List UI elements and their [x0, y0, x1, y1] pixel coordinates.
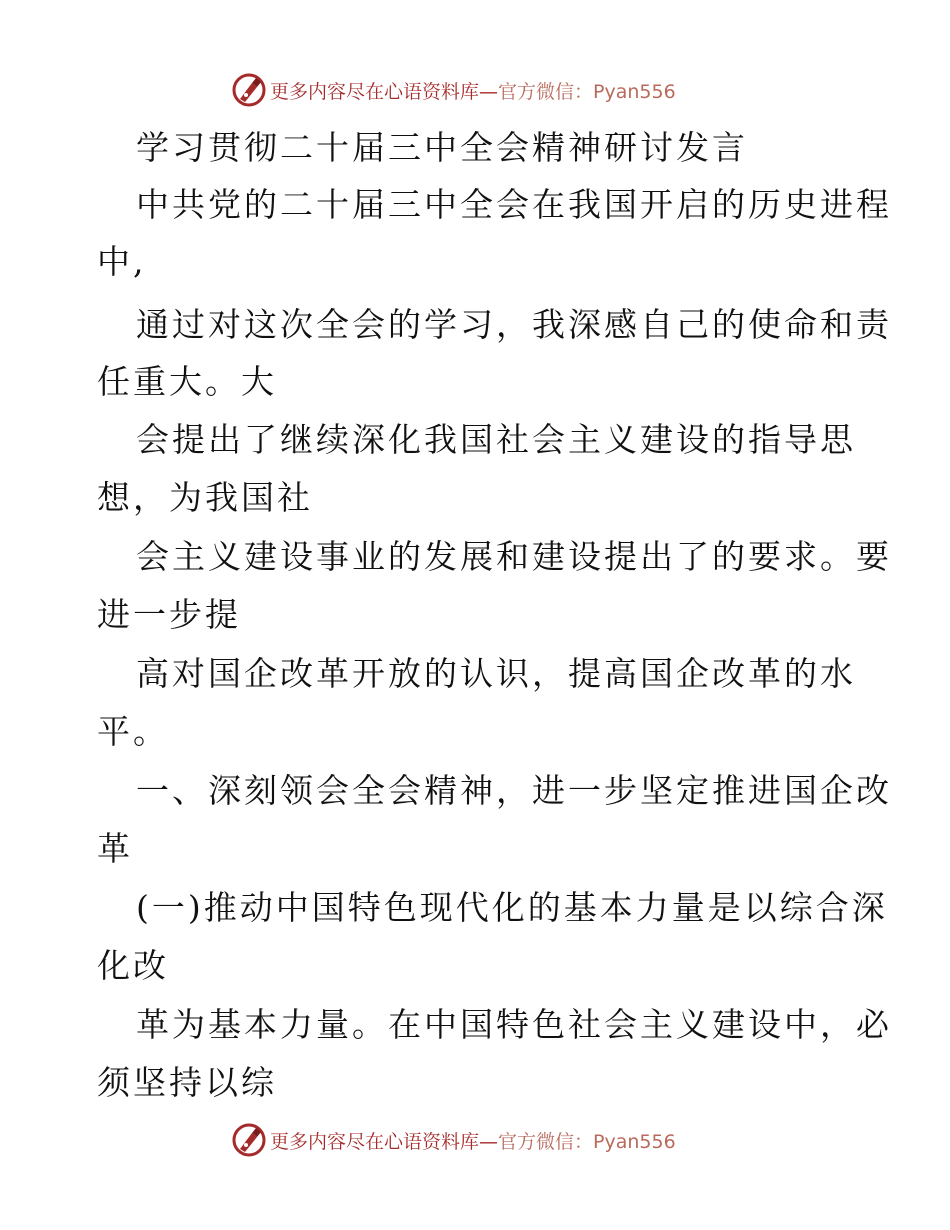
paragraph-line: 革为基本力量。在中国特色社会主义建设中，必: [136, 1005, 892, 1044]
pen-logo-icon: [232, 73, 266, 107]
paragraph-line: 想，为我国社: [97, 478, 313, 517]
paragraph-line: 平。: [97, 712, 169, 751]
paragraph-line: 须坚持以综: [97, 1063, 277, 1102]
paragraph-line: 进一步提: [97, 595, 241, 634]
paragraph-line: 通过对这次全会的学习，我深感自己的使命和责: [136, 305, 892, 344]
paragraph-line: 化改: [97, 946, 169, 985]
banner-text: [270, 77, 676, 104]
paragraph-line: 任重大。大: [97, 362, 277, 401]
pen-logo-icon: [232, 1123, 266, 1157]
banner-site-name: 更多内容尽在心语资料库—: [270, 1130, 499, 1153]
header-banner: [232, 72, 676, 108]
section-heading-cont: 革: [97, 829, 133, 868]
banner-text: [270, 1127, 676, 1154]
banner-wechat: 官方微信：Pyan556: [498, 80, 676, 103]
banner-site-name: 更多内容尽在心语资料库—: [270, 80, 499, 103]
paragraph-line: 高对国企改革开放的认识，提高国企改革的水: [136, 654, 856, 693]
document-title: 学习贯彻二十届三中全会精神研讨发言: [136, 128, 748, 167]
paragraph-line: 会主义建设事业的发展和建设提出了的要求。要: [136, 537, 892, 576]
paragraph-line: 会提出了继续深化我国社会主义建设的指导思: [136, 420, 856, 459]
paragraph-line: 中,: [97, 242, 147, 281]
footer-banner: [232, 1122, 676, 1158]
banner-wechat: 官方微信：Pyan556: [498, 1130, 676, 1153]
subsection-heading: (一)推动中国特色现代化的基本力量是以综合深: [136, 888, 888, 927]
paragraph-line: 中共党的二十届三中全会在我国开启的历史进程: [136, 185, 892, 224]
section-heading: 一、深刻领会全会精神，进一步坚定推进国企改: [136, 771, 892, 810]
